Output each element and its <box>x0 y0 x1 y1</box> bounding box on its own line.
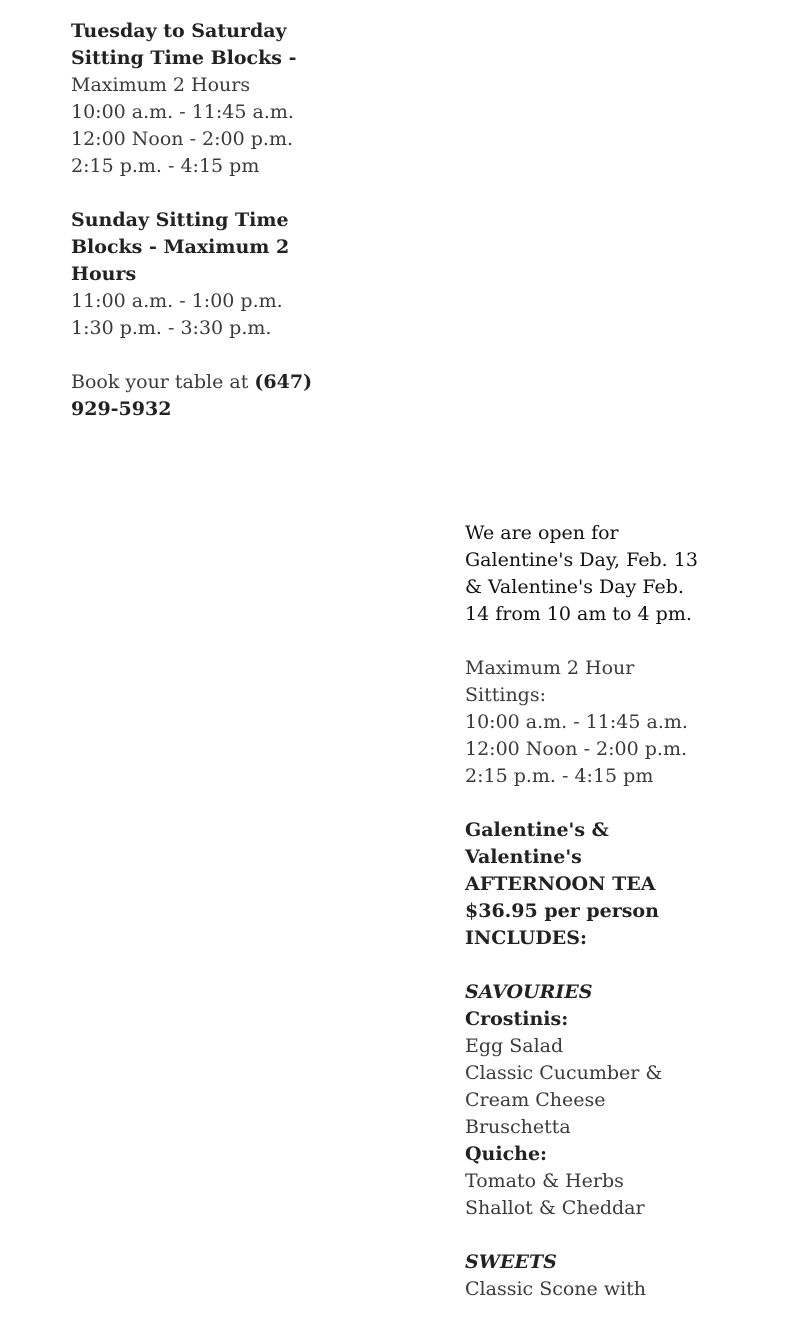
tea-heading: Galentine's & Valentine's AFTERNOON TEA $36.95 per person INCLUDES: <box>465 819 659 949</box>
weekday-heading-suffix: Maximum 2 Hours <box>71 74 251 96</box>
crostini-item-1: Egg Salad <box>465 1035 564 1057</box>
crostini-item-3: Bruschetta <box>465 1116 571 1138</box>
sittings-block <box>465 655 710 790</box>
crostinis-heading: Crostinis: <box>465 1008 569 1030</box>
quiche-heading: Quiche: <box>465 1143 548 1165</box>
savouries-section <box>465 979 710 1222</box>
sunday-heading: Sunday Sitting Time Blocks - Maximum 2 Hours <box>71 209 290 285</box>
sunday-schedule <box>71 207 326 342</box>
weekday-time-2: 12:00 Noon - 2:00 p.m. <box>71 128 293 150</box>
sunday-time-1: 11:00 a.m. - 1:00 p.m. <box>71 290 283 312</box>
quiche-item-2: Shallot & Cheddar <box>465 1197 645 1219</box>
sittings-heading: Maximum 2 Hour Sittings: <box>465 657 635 706</box>
sitting-time-2: 12:00 Noon - 2:00 p.m. <box>465 738 687 760</box>
sweets-section <box>465 1249 710 1303</box>
savouries-heading: SAVOURIES <box>465 981 593 1003</box>
sitting-time-1: 10:00 a.m. - 11:45 a.m. <box>465 711 688 733</box>
weekday-heading: Tuesday to Saturday Sitting Time Blocks - <box>71 20 297 69</box>
quiche-item-1: Tomato & Herbs <box>465 1170 624 1192</box>
booking-info <box>71 369 326 423</box>
left-column <box>71 18 326 450</box>
sweets-heading: SWEETS <box>465 1251 557 1273</box>
booking-text: Book your table at <box>71 371 255 393</box>
weekday-time-3: 2:15 p.m. - 4:15 pm <box>71 155 260 177</box>
open-notice: We are open for Galentine's Day, Feb. 13 & Valentine's Day Feb. 14 from 10 am to 4 pm. <box>465 522 698 625</box>
crostini-item-2: Classic Cucumber & Cream Cheese <box>465 1062 663 1111</box>
sweets-item-1: Classic Scone with <box>465 1278 647 1300</box>
weekday-schedule <box>71 18 326 180</box>
sunday-time-2: 1:30 p.m. - 3:30 p.m. <box>71 317 272 339</box>
sitting-time-3: 2:15 p.m. - 4:15 pm <box>465 765 654 787</box>
booking-phone[interactable]: (647) 929-5932 <box>71 371 313 420</box>
weekday-time-1: 10:00 a.m. - 11:45 a.m. <box>71 101 294 123</box>
right-column <box>465 520 710 1330</box>
